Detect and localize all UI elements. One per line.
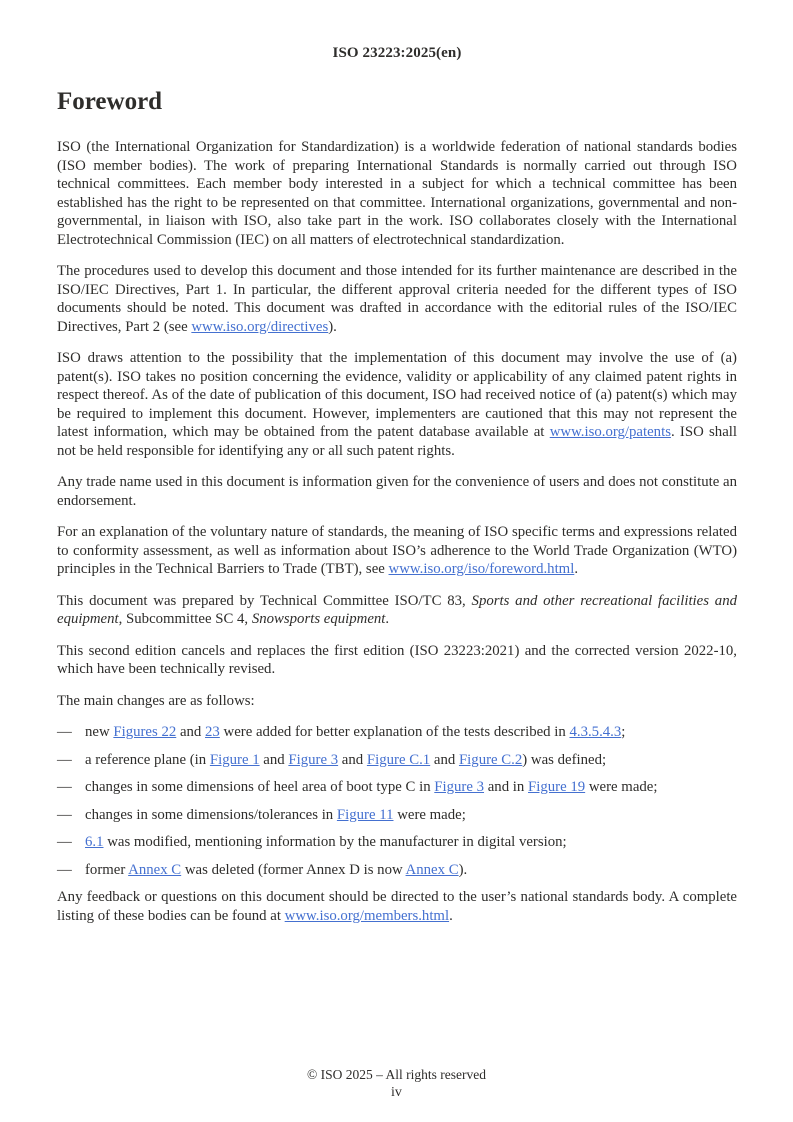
link-figure-22[interactable]: Figures 22 <box>113 724 177 740</box>
italic-text-run: Sports and other recreational facilities and equipment <box>57 592 737 627</box>
bullet-item <box>57 806 737 825</box>
text-run: The procedures used to develop this document and those intended for its further maintenance are described in the ISO/IEC Directives, Part 1. In particular, the different approval criteria needed for the different types of ISO documents should be noted. This document was drafted in accordance with the editorial rules of the ISO/IEC Directives, Part 2 (see <box>57 263 737 335</box>
text-run: were added for better explanation of the tests described in <box>219 724 570 740</box>
bullet-text <box>85 806 737 825</box>
paragraph <box>57 473 737 510</box>
bullet-text <box>85 751 737 770</box>
bullet-text <box>85 861 737 880</box>
paragraph <box>57 592 737 629</box>
bullet-text <box>85 778 737 797</box>
bullet-dash-marker: — <box>57 861 72 878</box>
text-run: ). <box>328 318 337 335</box>
running-header: ISO 23223:2025(en) <box>332 45 462 61</box>
text-run: a reference plane (in <box>85 751 210 768</box>
paragraph <box>57 523 737 579</box>
text-run: and <box>259 751 289 768</box>
bullet-text <box>85 833 737 852</box>
text-run: ; <box>621 724 626 740</box>
text-run: and <box>176 724 206 740</box>
bullet-dash-marker: — <box>57 806 72 823</box>
italic-text-run: Snowsports equipment <box>251 611 386 627</box>
text-run: . <box>449 907 453 924</box>
text-run: and <box>430 751 459 768</box>
link-iso-directives[interactable]: www.iso.org/directives <box>191 318 329 335</box>
paragraph <box>57 262 737 336</box>
footer-page-number: iv <box>391 1085 402 1100</box>
text-run: and in <box>484 779 529 795</box>
link-figure-3[interactable]: Figure 3 <box>288 751 339 768</box>
link-clause-6-1[interactable]: 6.1 <box>85 834 104 850</box>
text-run: were made; <box>393 806 466 823</box>
text-run: new <box>85 724 114 740</box>
link-figure-19[interactable]: Figure 19 <box>528 779 586 795</box>
bullet-item <box>57 723 737 742</box>
bullet-text <box>85 723 737 742</box>
page-title: Foreword <box>57 88 163 115</box>
text-run: . <box>574 561 579 577</box>
text-run: For an explanation of the voluntary nature of standards, the meaning of ISO specific terms and expressions related to conformity assessment, as well as information about ISO’s adherence to the World Trade Organization (WTO) principles in the Technical Barriers to Trade (TBT), see <box>57 524 737 577</box>
page-footer <box>0 1066 793 1101</box>
paragraph <box>57 349 737 460</box>
text-run: was deleted (former Annex D is now <box>181 861 406 878</box>
text-run: were made; <box>585 779 658 795</box>
text-run: ) was defined; <box>522 751 607 768</box>
link-iso-members[interactable]: www.iso.org/members.html <box>284 907 450 924</box>
text-run: Any feedback or questions on this document should be directed to the user’s national standards body. A complete listing of these bodies can be found at <box>57 889 737 924</box>
link-clause-4-3-5-4-3[interactable]: 4.3.5.4.3 <box>569 724 622 740</box>
document-body <box>57 138 737 925</box>
text-run: . ISO shall not be held responsible for identifying any or all such patent rights. <box>57 424 737 459</box>
bullet-dash-marker: — <box>57 834 72 850</box>
text-run: changes in some dimensions/tolerances in <box>85 806 337 823</box>
text-run: changes in some dimensions of heel area of boot type C in <box>85 779 435 795</box>
text-run: was modified, mentioning information by the manufacturer in digital version; <box>103 834 567 850</box>
bullet-dash-marker: — <box>57 724 72 740</box>
bullet-dash-marker: — <box>57 751 72 768</box>
link-iso-patents[interactable]: www.iso.org/patents <box>549 424 671 440</box>
link-figure-3[interactable]: Figure 3 <box>434 779 485 795</box>
link-annex-c[interactable]: Annex C <box>405 861 459 878</box>
text-run: ISO draws attention to the possibility that the implementation of this document may involve the use of (a) patent(s). ISO takes no position concerning the evidence, validity or applicability of any claimed patent rights in respect thereof. As of the date of publication of this document, ISO had received notice of (a) patent(s) which may be required to implement this document. However, implementers are cautioned that this may not represent the latest information, which may be obtained from the patent database available at <box>57 350 737 440</box>
text-run: This document was prepared by Technical Committee ISO/TC 83, <box>57 592 472 609</box>
text-run: . <box>385 611 390 627</box>
text-run: ). <box>458 861 468 878</box>
link-iso-foreword[interactable]: www.iso.org/iso/foreword.html <box>388 561 575 577</box>
link-figure-23[interactable]: 23 <box>205 724 220 740</box>
paragraph <box>57 692 737 711</box>
link-figure-c1[interactable]: Figure C.1 <box>366 751 431 768</box>
text-run: former <box>85 861 129 878</box>
link-figure-1[interactable]: Figure 1 <box>209 751 260 768</box>
bullet-item <box>57 833 737 852</box>
text-run: The main changes are as follows: <box>57 692 255 709</box>
paragraph <box>57 642 737 679</box>
bullet-item <box>57 778 737 797</box>
link-annex-c[interactable]: Annex C <box>128 861 182 878</box>
bullet-dash-marker: — <box>57 779 72 795</box>
page-content <box>57 44 737 938</box>
footer-copyright: © ISO 2025 – All rights reserved <box>307 1067 486 1082</box>
link-figure-11[interactable]: Figure 11 <box>336 806 394 823</box>
text-run: and <box>338 751 367 768</box>
text-run: This second edition cancels and replaces the first edition (ISO 23223:2021) and the corrected version 2022-10, which have been technically revised. <box>57 642 737 677</box>
text-run: ISO (the International Organization for Standardization) is a worldwide federation of national standards bodies (ISO member bodies). The work of preparing International Standards is normally carried out through ISO technical committees. Each member body interested in a subject for which a technical committee has been established has the right to be represented on that committee. International organizations, governmental and non-governmental, in liaison with ISO, also take part in the work. ISO collaborates closely with the International Electrotechnical Commission (IEC) on all matters of electrotechnical standardization. <box>57 139 737 248</box>
bullet-item <box>57 861 737 880</box>
paragraph <box>57 138 737 249</box>
bullet-item <box>57 751 737 770</box>
link-figure-c2[interactable]: Figure C.2 <box>458 751 523 768</box>
text-run: , Subcommittee SC 4, <box>118 611 252 627</box>
text-run: Any trade name used in this document is information given for the convenience of users and does not constitute an endorsement. <box>57 474 737 509</box>
paragraph <box>57 888 737 925</box>
